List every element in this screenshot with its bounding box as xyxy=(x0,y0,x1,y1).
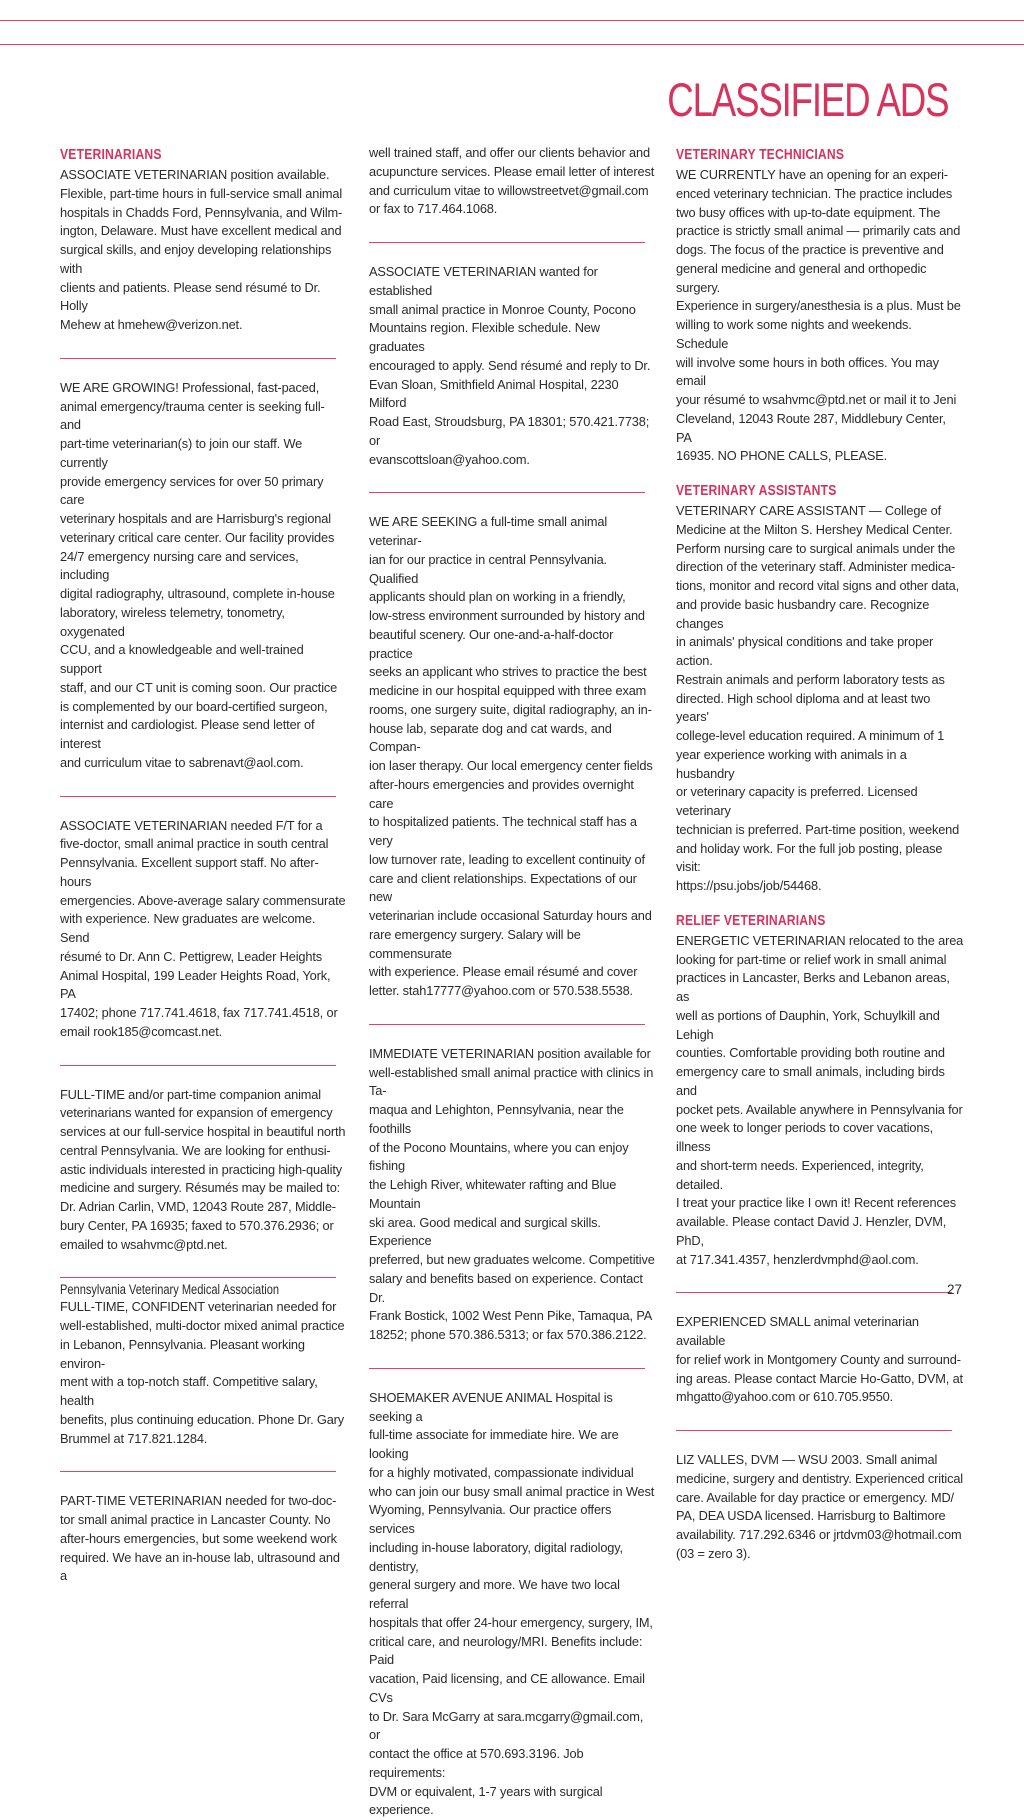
column-2 xyxy=(369,144,656,1820)
divider-rule xyxy=(60,358,336,359)
ad-text: IMMEDIATE VETERINARIAN position available for well-established small animal practice with clinics in Ta- maqua and Lehighton, Pennsylvania, near the foothills of the Pocono Mountains, where you can enjoy fishing the Lehigh River, whitewater rafting and Blue Mountain ski area. Good medical and surgical skills. Experience preferred, but new graduates welcome. Competitive salary and benefits based on experience. Contact Dr. Frank Bostick, 1002 West Penn Pike, Tamaqua, PA 18252; phone 570.386.5313; or fax 570.386.2122. xyxy=(369,1045,655,1342)
ad-block xyxy=(369,263,656,469)
ad-block xyxy=(676,912,964,1270)
divider-rule xyxy=(369,1368,645,1369)
ad-block xyxy=(60,1298,347,1448)
ad-block xyxy=(676,482,964,896)
page-title: CLASSIFIED ADS xyxy=(666,73,948,126)
ad-text: VETERINARY CARE ASSISTANT — College of Medicine at the Milton S. Hershey Medical Center. Perform nursing care to surgical animals under the direction of the veterinary staff. Administer medica- tions, monitor and record vital signs and other data, and provide basic husbandry care. Recognize changes in animals' physical conditions and take proper action. Restrain animals and perform laboratory tests as directed. High school diploma and at least two years' college-level education required. A minimum of 1 year experience working with animals in a husbandry or veterinary capacity is preferred. Licensed veterinary technician is preferred. Part-time position, weekend and holiday work. For the full job posting, please visit: https://psu.jobs/job/54468. xyxy=(676,503,960,893)
ad-block xyxy=(369,1045,656,1345)
divider-rule xyxy=(60,1277,336,1278)
ad-text: well trained staff, and offer our clients behavior and acupuncture services. Please email letter of interest and curriculum vitae to willowstreetvet@gmail.com or fax to 717.464.1068. xyxy=(369,145,655,217)
ad-block xyxy=(60,817,347,1042)
divider-rule xyxy=(60,796,336,797)
ad-block xyxy=(60,1492,347,1586)
top-rule-2 xyxy=(0,44,1024,45)
ad-block xyxy=(60,1086,347,1255)
divider-rule xyxy=(676,1430,952,1431)
ad-block xyxy=(369,513,656,1001)
ad-text: FULL-TIME and/or part-time companion animal veterinarians wanted for expansion of emergency services at our full-service hospital in beautiful north central Pennsylvania. We are looking for enthusi- astic individuals interested in practicing high-quality medicine and surgery. Résumés may be mailed to: Dr. Adrian Carlin, VMD, 12043 Route 287, Middle- bury Center, PA 16935; faxed to 570.376.2936; or emailed to wsahvmc@ptd.net. xyxy=(60,1086,346,1252)
column-3 xyxy=(676,144,964,1564)
top-rule-1 xyxy=(0,20,1024,21)
ad-block xyxy=(369,144,656,219)
ad-text: ENERGETIC VETERINARIAN relocated to the area looking for part-time or relief work in small animal practices in Lancaster, Berks and Lebanon areas, as well as portions of Dauphin, York, Schuylkill and Lehigh counties. Comfortable providing both routine and emergency care to small animals, including birds and pocket pets. Available anywhere in Pennsylvania for one week to longer periods to cover vacations, illness and short-term needs. Experienced, integrity, detailed. I treat your practice like I own it! Recent references available. Please contact David J. Henzler, DVM, PhD, at 717.341.4357, henzlerdvmphd@aol.com. xyxy=(676,932,964,1267)
ad-text: EXPERIENCED SMALL animal veterinarian available for relief work in Montgomery County and surround- ing areas. Please contact Marcie Ho-Gatto, DVM, at mhgatto@yahoo.com or 610.705.9550. xyxy=(676,1314,963,1405)
divider-rule xyxy=(60,1471,336,1472)
ad-text: PART-TIME VETERINARIAN needed for two-doc- tor small animal practice in Lancaster County. No after-hours emergencies, but some weekend work required. We have an in-house lab, ultrasound and a xyxy=(60,1493,340,1584)
section-heading-veterinary-assistants: VETERINARY ASSISTANTS xyxy=(676,483,837,499)
ad-block xyxy=(676,146,964,466)
ad-text: WE ARE SEEKING a full-time small animal veterinar- ian for our practice in central Pennsylvania. Qualified applicants should plan on working in a friendly, low-stress environment surrounded by history and beautiful scenery. Our one-and-a-half-doctor practice seeks an applicant who strives to practice the best medicine in our hospital equipped with three exam rooms, one surgery suite, digital radiography, an in- house lab, separate dog and cat wards, and Compan- ion laser therapy. Our local emergency center fields after-hours emergencies and provides overnight care to hospitalized patients. The technical staff has a very low turnover rate, leading to excellent continuity of care and client relationships. Expectations of our new veterinarian include occasional Saturday hours and rare emergency surgery. Salary will be commensurate with experience. Please email résumé and cover letter. stah17777@yahoo.com or 570.538.5538. xyxy=(369,514,653,998)
column-1 xyxy=(60,144,347,1586)
ad-text: WE CURRENTLY have an opening for an experi- enced veterinary technician. The practice includes two busy offices with up-to-date equipment. The practice is strictly small animal — primarily cats and dogs. The focus of the practice is preventive and general medicine and general and orthopedic surgery. Experience in surgery/anesthesia is a plus. Must be willing to work some nights and weekends. Schedule will involve some hours in both offices. You may email your résumé to wsahvmc@ptd.net or mail it to Jeni Cleveland, 12043 Route 287, Middlebury Center, PA 16935. NO PHONE CALLS, PLEASE. xyxy=(676,167,961,464)
ad-block xyxy=(369,1389,656,1820)
ad-text: WE ARE GROWING! Professional, fast-paced, animal emergency/trauma center is seeking full- and part-time veterinarian(s) to join our staff. We currently provide emergency services for over 50 primary care veterinary hospitals and are Harrisburg's regional veterinary critical care center. Our facility provides 24/7 emergency nursing care and services, including digital radiography, ultrasound, complete in-house laboratory, wireless telemetry, tonometry, oxygenated CCU, and a knowledgeable and well-trained support staff, and our CT unit is coming soon. Our practice is complemented by our board-certified surgeon, internist and cardiologist. Please send letter of interest and curriculum vitae to sabrenavt@aol.com. xyxy=(60,379,338,770)
ad-text: SHOEMAKER AVENUE ANIMAL Hospital is seeking a full-time associate for immediate hire. We are looking for a highly motivated, compassionate individual who can join our busy small animal practice in West Wyoming, Pennsylvania. Our practice offers services including in-house laboratory, digital radiology, dentistry, general surgery and more. We have two local referral hospitals that offer 24-hour emergency, surgery, IM, critical care, and neurology/MRI. Benefits include: Paid vacation, Paid licensing, and CE allowance. Email CVs to Dr. Sara McGarry at sara.mcgarry@gmail.com, or contact the office at 570.693.3196. Job requirements: DVM or equivalent, 1-7 years with surgical experience. xyxy=(369,1389,655,1818)
section-heading-veterinary-technicians: VETERINARY TECHNICIANS xyxy=(676,147,845,163)
page-number: 27 xyxy=(946,1282,962,1297)
ad-text: FULL-TIME, CONFIDENT veterinarian needed for well-established, multi-doctor mixed animal practice in Lebanon, Pennsylvania. Pleasant working environ- ment with a top-notch staff. Competitive salary, health benefits, plus continuing education. Phone Dr. Gary Brummel at 717.821.1284. xyxy=(60,1299,345,1446)
ad-text: ASSOCIATE VETERINARIAN wanted for established small animal practice in Monroe County, Pocono Mountains region. Flexible schedule. New graduates encouraged to apply. Send résumé and reply to Dr. Evan Sloan, Smithfield Animal Hospital, 2230 Milford Road East, Stroudsburg, PA 18301; 570.421.7738; or evanscottsloan@yahoo.com. xyxy=(369,264,651,467)
ad-block xyxy=(60,146,347,335)
ad-block xyxy=(676,1313,964,1407)
section-heading-relief-veterinarians: RELIEF VETERINARIANS xyxy=(676,912,826,929)
ad-text: LIZ VALLES, DVM — WSU 2003. Small animal medicine, surgery and dentistry. Experienced critical care. Available for day practice or emergency. MD/ PA, DEA USDA licensed. Harrisburg to Baltimore availability. 717.292.6346 or jrtdvm03@hotmail.com (03 = zero 3). xyxy=(676,1452,963,1561)
divider-rule xyxy=(676,1292,952,1293)
section-heading-veterinarians: VETERINARIANS xyxy=(60,147,162,163)
ad-text: ASSOCIATE VETERINARIAN position available. Flexible, part-time hours in full-service small animal hospitals in Chadds Ford, Pennsylvania, and Wilm- ington, Delaware. Must have excellent medical and surgical skills, and enjoy developing relationships with clients and patients. Please send résumé to Dr. Holly Mehew at hmehew@verizon.net. xyxy=(60,167,343,332)
divider-rule xyxy=(60,1065,336,1066)
divider-rule xyxy=(369,1024,645,1025)
divider-rule xyxy=(369,242,645,243)
ad-block xyxy=(676,1451,964,1564)
footer-publication: Pennsylvania Veterinary Medical Association xyxy=(60,1282,280,1297)
ad-text: ASSOCIATE VETERINARIAN needed F/T for a five-doctor, small animal practice in south central Pennsylvania. Excellent support staff. No after-hours emergencies. Above-average salary commensurate with experience. New graduates are welcome. Send résumé to Dr. Ann C. Pettigrew, Leader Heights Animal Hospital, 199 Leader Heights Road, York, PA 17402; phone 717.741.4618, fax 717.741.4518, or email rook185@comcast.net. xyxy=(60,817,346,1039)
ad-block xyxy=(60,379,347,773)
divider-rule xyxy=(369,492,645,493)
